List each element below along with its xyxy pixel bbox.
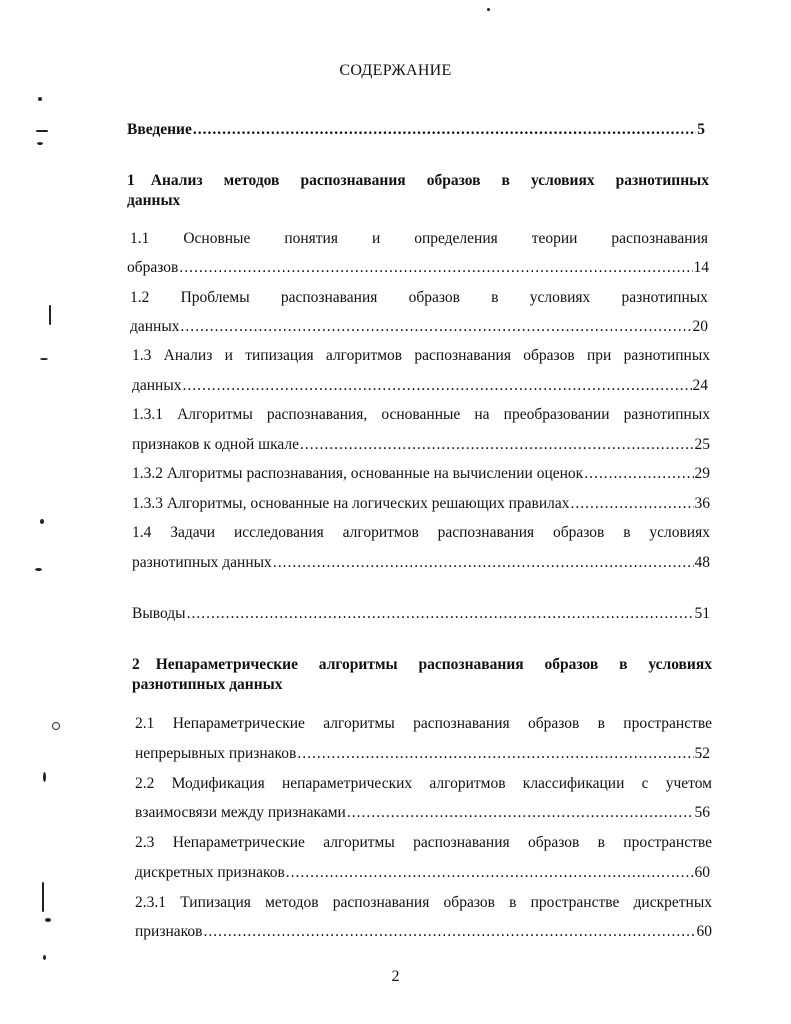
toc-word: определения xyxy=(414,230,498,247)
toc-word: 1.2 xyxy=(130,289,150,306)
toc-label: разнотипных данных xyxy=(132,554,272,571)
toc-label: непрерывных признаков xyxy=(135,745,297,762)
toc-entry-1-3-2[interactable] xyxy=(132,464,710,484)
toc-entry-1-1-cont[interactable] xyxy=(127,258,709,278)
toc-label: данных xyxy=(132,377,182,394)
dot-leader xyxy=(179,258,692,278)
dot-leader xyxy=(187,604,694,624)
scan-speck xyxy=(49,305,51,325)
toc-page: 60 xyxy=(696,923,712,940)
toc-entry-conclusions[interactable] xyxy=(132,604,710,624)
heading-line-2: данных xyxy=(127,192,181,209)
toc-word: в xyxy=(491,289,499,306)
toc-label: данных xyxy=(130,318,180,335)
toc-entry-1-4[interactable]: 1.4 Задачи исследования алгоритмов распознавания образов в условиях xyxy=(132,524,710,541)
chapter-1-heading[interactable] xyxy=(127,171,709,211)
toc-word: разнотипных xyxy=(621,289,708,306)
toc-entry-2-2[interactable]: 2.2 Модификация непараметрических алгоритмов классификации с учетом xyxy=(135,775,712,792)
toc-word: 1.1 xyxy=(130,230,150,247)
chapter-number: 2 xyxy=(132,656,140,673)
toc-label: признаков к одной шкале xyxy=(132,436,299,453)
dot-leader xyxy=(286,863,694,883)
toc-entry-2-2-cont[interactable] xyxy=(135,803,710,823)
dot-leader xyxy=(193,120,696,140)
dot-leader xyxy=(273,553,694,573)
toc-entry-2-3[interactable]: 2.3 Непараметрические алгоритмы распознавания образов в пространстве xyxy=(135,834,712,851)
heading-line-1: Непараметрические алгоритмы распознавания образов в условиях xyxy=(155,656,712,673)
toc-page: 29 xyxy=(694,465,710,482)
toc-entry-2-3-cont[interactable] xyxy=(135,863,710,883)
heading-word: условиях xyxy=(530,172,595,189)
toc-word: образов xyxy=(408,289,460,306)
scan-speck xyxy=(38,97,42,101)
toc-word: Основные xyxy=(183,230,251,247)
heading-word: методов xyxy=(223,172,280,189)
toc-page: 14 xyxy=(693,259,709,276)
scan-speck xyxy=(35,568,42,571)
dot-leader xyxy=(181,317,692,337)
chapter-2-heading[interactable] xyxy=(132,655,712,695)
toc-entry-1-2[interactable] xyxy=(130,288,708,308)
dot-leader xyxy=(183,376,692,396)
toc-entry-2-3-1[interactable]: 2.3.1 Типизация методов распознавания образов в пространстве дискретных xyxy=(135,894,712,911)
toc-page: 52 xyxy=(694,745,710,762)
scan-speck xyxy=(36,130,48,132)
scan-speck xyxy=(52,722,60,730)
toc-entry-1-3[interactable]: 1.3 Анализ и типизация алгоритмов распознавания образов при разнотипных xyxy=(132,347,710,364)
heading-line-2: разнотипных данных xyxy=(132,676,283,693)
toc-page: 24 xyxy=(692,377,708,394)
scan-speck xyxy=(487,8,490,11)
toc-entry-1-2-cont[interactable] xyxy=(130,317,708,337)
heading-word: распознавания xyxy=(300,172,406,189)
toc-entry-1-1[interactable] xyxy=(130,229,708,249)
toc-page: 48 xyxy=(694,554,710,571)
toc-label: Выводы xyxy=(132,605,186,622)
toc-page: 25 xyxy=(694,436,710,453)
toc-label: взаимосвязи между признаками xyxy=(135,804,346,821)
toc-entry-1-3-cont[interactable] xyxy=(132,376,708,396)
heading-word: разнотипных xyxy=(615,172,709,189)
dot-leader xyxy=(203,922,695,942)
heading-word: в xyxy=(501,172,510,189)
toc-page: 36 xyxy=(694,495,710,512)
scan-speck xyxy=(37,142,43,145)
toc-word: условиях xyxy=(529,289,591,306)
toc-word: теории xyxy=(531,230,578,247)
scan-speck xyxy=(43,772,46,782)
dot-leader xyxy=(584,464,693,484)
toc-entry-2-3-1-cont[interactable] xyxy=(135,922,712,942)
toc-label: 1.3.3 Алгоритмы, основанные на логических решающих правилах xyxy=(132,495,570,512)
toc-page: 5 xyxy=(697,121,705,138)
toc-label: образов xyxy=(127,259,179,276)
chapter-number: 1 xyxy=(127,172,135,189)
toc-word: Проблемы xyxy=(180,289,250,306)
scan-speck xyxy=(45,918,51,922)
scan-speck xyxy=(40,358,48,360)
toc-label: 1.3.2 Алгоритмы распознавания, основанные на вычислении оценок xyxy=(132,465,584,482)
toc-page: 60 xyxy=(694,864,710,881)
toc-page: 56 xyxy=(694,804,710,821)
toc-word: распознавания xyxy=(280,289,378,306)
toc-entry-1-3-1[interactable]: 1.3.1 Алгоритмы распознавания, основанные на преобразовании разнотипных xyxy=(132,406,710,423)
scan-speck xyxy=(43,955,46,960)
scan-speck xyxy=(42,882,44,912)
toc-entry-2-1[interactable]: 2.1 Непараметрические алгоритмы распознавания образов в пространстве xyxy=(135,715,712,732)
toc-page: 51 xyxy=(694,605,710,622)
heading-word: образов xyxy=(426,172,481,189)
dot-leader xyxy=(297,744,693,764)
toc-label: Введение xyxy=(127,121,192,138)
toc-word: и xyxy=(371,230,381,247)
toc-word: распознавания xyxy=(611,230,708,247)
page-number: 2 xyxy=(391,968,400,985)
page-title: СОДЕРЖАНИЕ xyxy=(339,62,452,79)
toc-entry-2-1-cont[interactable] xyxy=(135,744,710,764)
scan-speck xyxy=(40,519,44,524)
toc-label: признаков xyxy=(135,923,203,940)
toc-label: дискретных признаков xyxy=(135,864,285,881)
toc-entry-1-3-3[interactable] xyxy=(132,494,710,514)
dot-leader xyxy=(571,494,694,514)
dot-leader xyxy=(300,435,694,455)
toc-entry-intro[interactable] xyxy=(127,120,705,140)
toc-entry-1-3-1-cont[interactable] xyxy=(132,435,710,455)
heading-word: Анализ xyxy=(150,172,203,189)
dot-leader xyxy=(347,803,694,823)
toc-entry-1-4-cont[interactable] xyxy=(132,553,710,573)
toc-page: 20 xyxy=(692,318,708,335)
toc-word: понятия xyxy=(284,230,338,247)
